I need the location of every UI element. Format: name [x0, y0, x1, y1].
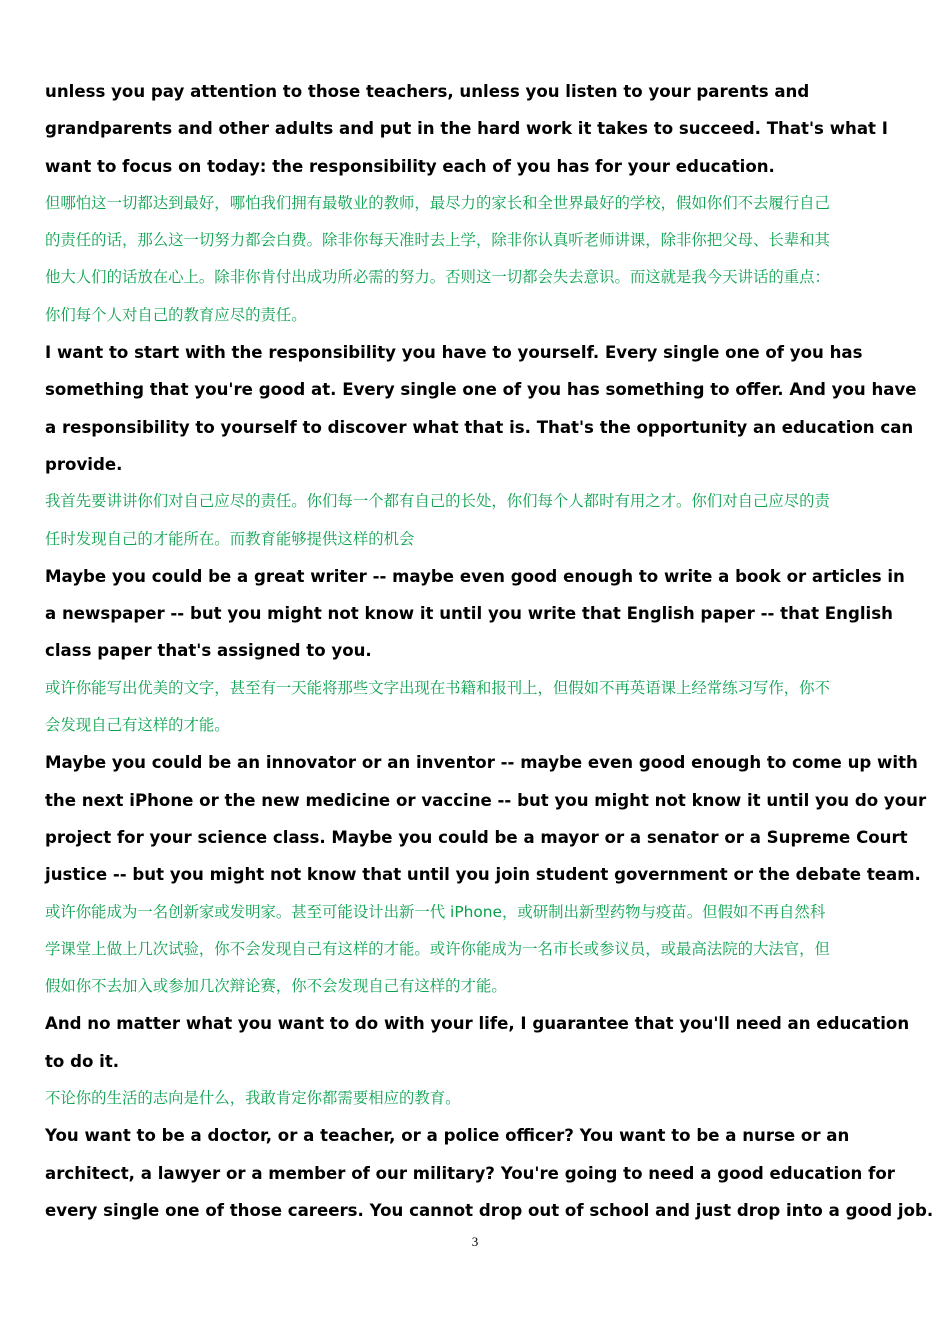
- english-line: You want to be a doctor, or a teacher, or a police officer? You want to be a nurse or an: [45, 1126, 850, 1146]
- english-line: I want to start with the responsibility you have to yourself. Every single one of you has: [45, 343, 863, 363]
- english-line: grandparents and other adults and put in the hard work it takes to succeed. That's what I: [45, 119, 888, 139]
- chinese-line: 假如你不去加入或参加几次辩论赛，你不会发现自己有这样的才能。: [45, 977, 507, 996]
- chinese-line: 我首先要讲讲你们对自己应尽的责任。你们每一个都有自己的长处，你们每个人都时有用之才。你们对自己应尽的责: [45, 492, 830, 511]
- english-line: something that you're good at. Every single one of you has something to offer. And you have: [45, 380, 917, 400]
- document-body: [45, 73, 940, 1229]
- english-line: every single one of those careers. You cannot drop out of school and just drop into a good job.: [45, 1200, 934, 1220]
- chinese-line: 或许你能写出优美的文字，甚至有一天能将那些文字出现在书籍和报刊上，但假如不再英语课上经常练习写作，你不: [45, 678, 830, 697]
- chinese-line: 任时发现自己的才能所在。而教育能够提供这样的机会: [45, 529, 415, 548]
- english-line: want to focus on today: the responsibility each of you has for your education.: [45, 156, 775, 176]
- english-line: project for your science class. Maybe you could be a mayor or a senator or a Supreme Court: [45, 827, 908, 847]
- chinese-line: 会发现自己有这样的才能。: [45, 716, 230, 735]
- chinese-line: 你们每个人对自己的教育应尽的责任。: [45, 305, 307, 324]
- english-line: Maybe you could be a great writer -- maybe even good enough to write a book or articles in: [45, 566, 905, 586]
- english-line: justice -- but you might not know that until you join student government or the debate team.: [45, 865, 921, 885]
- chinese-line: 他大人们的话放在心上。除非你肯付出成功所必需的努力。否则这一切都会失去意识。而这就是我今天讲话的重点：: [45, 268, 830, 287]
- english-line: unless you pay attention to those teachers, unless you listen to your parents and: [45, 82, 810, 101]
- english-line: the next iPhone or the new medicine or vaccine -- but you might not know it until you do your: [45, 790, 927, 810]
- english-line: a responsibility to yourself to discover what that is. That's the opportunity an education can: [45, 417, 914, 437]
- page-number: 3: [471, 1234, 479, 1249]
- chinese-line: 但哪怕这一切都达到最好，哪怕我们拥有最敬业的教师，最尽力的家长和全世界最好的学校，假如你们不去履行自己: [45, 193, 830, 212]
- chinese-line: 的责任的话，那么这一切努力都会白费。除非你每天准时去上学，除非你认真听老师讲课，除非你把父母、长辈和其: [45, 231, 830, 250]
- english-line: architect, a lawyer or a member of our military? You're going to need a good education for: [45, 1163, 895, 1183]
- english-line: class paper that's assigned to you.: [45, 641, 372, 661]
- chinese-line: 不论你的生活的志向是什么，我敢肯定你都需要相应的教育。: [45, 1089, 461, 1108]
- english-line: provide.: [45, 454, 123, 474]
- english-line: a newspaper -- but you might not know it until you write that English paper -- that English: [45, 604, 893, 624]
- chinese-line: 学课堂上做上几次试验，你不会发现自己有这样的才能。或许你能成为一名市长或参议员，或最高法院的大法官，但: [45, 939, 830, 958]
- chinese-line: 或许你能成为一名创新家或发明家。甚至可能设计出新一代 iPhone，或研制出新型药物与疫苗。但假如不再自然科: [45, 902, 826, 921]
- english-line: Maybe you could be an innovator or an inventor -- maybe even good enough to come up with: [45, 753, 918, 773]
- english-line: And no matter what you want to do with your life, I guarantee that you'll need an education: [45, 1014, 910, 1034]
- english-line: to do it.: [45, 1051, 120, 1071]
